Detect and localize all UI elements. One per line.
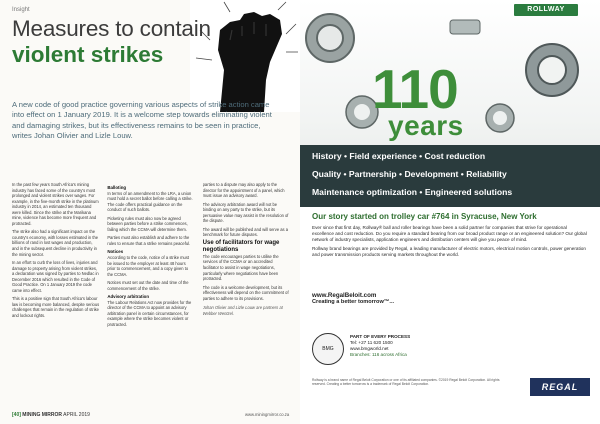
partner-website[interactable]: www.bmgworld.net [350,346,389,351]
paragraph: This is a positive sign that South Africa's labour law is becoming more balanced, despite serious challenges that remain in the regulation of strike and lockout rights. [12,296,100,319]
paragraph: The award will be published and will serve as a benchmark for future disputes. [202,226,288,238]
paragraph: Parties must also establish and adhere to the rules to ensure that a strike remains peaceful. [107,235,191,246]
author-caption: Johan Olivier and Lizle Louw are partners at Webber Wentzel. [202,305,283,316]
partner-slogan: PART OF EVERY PROCESS [350,334,411,339]
regal-logo: REGAL [530,378,590,396]
body-column-3 [203,182,290,402]
magazine-url: www.miningmirror.co.za [245,412,290,417]
anniversary-number: 110 [372,58,458,120]
anniversary-years: years [388,110,464,141]
story-title: Our story started on trolley car #764 in Syracuse, New York [312,212,537,221]
subheading: Balloting [107,185,127,190]
paragraph: The advisory arbitration award will not be binding on any party to the strike, but its persuasive value may assist in the resolution of the dispute. [202,201,289,224]
paragraph: The code is a welcome development, but its effectiveness will depend on the commitment of parties to adhere to its provisions. [202,284,289,301]
paragraph: According to the code, notice of a strike must be issued to the employer at least 48 hours prior to commencement, and a copy given to the CCMA. [107,255,190,277]
paragraph: Ever since that first day, Rollway® ball and roller bearings have been a solid partner for companies that strive for operational excellence and cost reduction. Do you require a standard bearing from our broad product range or an engineered solution? Our global network of industry specialists, application engineers and distribution centers will give you peace of mind. [312,225,587,242]
paragraph: Rollway brand bearings are provided by Regal, a leading manufacturer of electric motors, electrical motion controls, power generation and power transmission products serving markets throughout the world. [312,246,586,257]
paragraph: In the past few years South Africa's mining industry has faced some of the country's most prolonged and violent strikes over wages. For example, in the five-month strike in the platinum industry in 2014, an estimated ten thousand were killed. Since the strike at the Marikana mine, violence has become more frequent and protracted. [12,182,99,226]
partner-branches: Branches: 116 across Africa [350,352,407,357]
rollway-logo: ROLLWAY [514,4,578,16]
article-body [12,182,290,402]
values-line: Maintenance optimization • Engineered solutions [312,187,513,197]
values-line: History • Field experience • Cost reduction [312,151,486,161]
subheading: Use of facilitators for wage negotiations [202,239,280,253]
article-title-line2: violent strikes [12,42,164,67]
bmg-logo: BMG [312,333,344,365]
partner-phone: Tel: +27 11 620 1500 [350,340,393,345]
section-tag: Insight [12,7,30,13]
subheading: Notices [107,249,124,255]
company-url-block [312,292,394,305]
article-lead: A new code of good practice governing various aspects of strike action came into effect on 1 January 2019. It is a welcome step towards eliminating violent and damaging strikes, but its effectiveness remains to be seen in practice, writes Johan Olivier and Lizle Louw. [12,100,272,141]
body-column-2 [107,182,194,402]
paragraph: parties to a dispute may also apply to the director for the appointment of a panel, which must issue an advisory award. [202,182,285,199]
page-number: [40] [12,412,21,418]
magazine-name: MINING MIRROR [22,412,63,418]
paragraph: The code encourages parties to utilise the services of the CCMA or an accredited facilitator to assist in wage negotiations, particularly where negotiations have been protracted. [202,253,279,282]
paragraph: The Labour Relations Act now provides for the director of the CCMA to appoint an advisory arbitration panel in certain circumstances, for example where the strike becomes violent or protracted. [107,299,192,328]
partner-box [312,333,462,369]
issue-date: APRIL 2019 [63,412,90,418]
paragraph: In terms of an amendment to the LRA, a union must hold a secret ballot before calling a strike. The code offers practical guidance on the conduct of such ballots. [107,190,193,213]
company-url[interactable]: www.RegalBeloit.com [312,292,377,299]
paragraph: In an effort to curb the loss of lives, injuries and damage to property arising from violent strikes, a declaration was signed by parties to Nedlac in December 2016 which resulted in the Code of Good Practice. On 1 January 2019 the code came into effect. [12,260,99,293]
values-band [300,145,600,207]
bearing-icon [526,44,578,96]
article-title-line1: Measures to contain [12,16,211,41]
advert-page [300,0,600,424]
tagline: Creating a better tomorrow™... [312,299,395,305]
subheading: Advisory arbitration [107,294,150,300]
story-text [312,225,590,258]
fine-print: Rollway is a brand name of Regal Beloit Corporation or one of its affiliated companies. ©2019 Regal Beloit Corporation. All rights reserved. Creating a better tomorrow is a trademark of Regal Beloit Corporation. [312,378,500,387]
paragraph: The strike also had a significant impact on the country's economy, with losses estimated in the billions of rand in lost wages and production, and in the subsequent decline in productivity in the mining sector. [12,229,99,257]
paragraph: Notices must set out the date and time of the commencement of the strike. [107,280,189,291]
bearing-icon [306,14,354,62]
values-line: Quality • Partnership • Development • Reliability [312,169,507,179]
bearing-icon [450,20,480,34]
paragraph: Picketing rules must also now be agreed between parties before a strike commences, failing which the CCMA will determine them. [107,215,188,232]
bearing-icon [486,104,514,132]
page-folio [12,412,90,418]
partner-details [350,334,410,358]
body-column-1 [12,182,99,402]
